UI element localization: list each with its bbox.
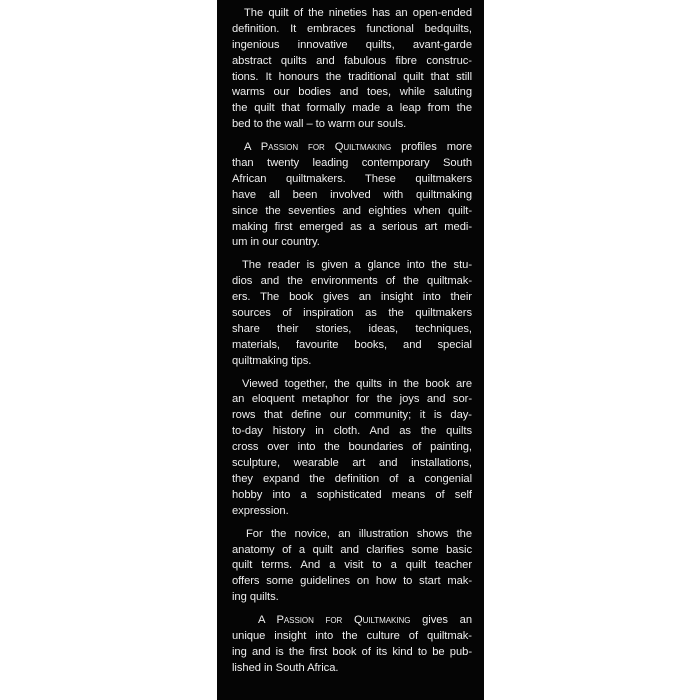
text-line: Viewed together, the quilts in the book are [242, 377, 472, 390]
text-line: since the seventies and eighties when quilt- [232, 204, 472, 217]
paragraph-3 [232, 258, 472, 369]
text-line: anatomy of a quilt and clarifies some basic [232, 543, 472, 556]
paragraph-1 [232, 6, 472, 133]
text-line: offers some guidelines on how to start mak- [232, 575, 472, 588]
book-title: A Passion for Quiltmaking [258, 614, 411, 627]
text-line: than twenty leading contemporary South [232, 157, 472, 170]
text-line: hobby into a sophisticated means of self [232, 488, 472, 501]
paragraph-2 [232, 140, 472, 251]
blurb-text [232, 6, 472, 677]
text-line: ing quilts. [232, 591, 279, 604]
text-line: an eloquent metaphor for the joys and sor- [232, 393, 472, 406]
text-line: definition. It embraces functional bedquilts, [232, 22, 472, 35]
text-line: share their stories, ideas, techniques, [232, 322, 472, 335]
paragraph-6 [232, 613, 472, 677]
text-line: tions. It honours the traditional quilt that still [232, 70, 472, 83]
text-line: bed to the wall – to warm our souls. [232, 118, 407, 131]
text-line: they expand the definition of a congenial [232, 472, 472, 485]
text-line: sources of inspiration as the quiltmakers [232, 307, 472, 320]
text-line: quilt terms. And a visit to a quilt teacher [232, 559, 472, 572]
text-line: rows that define our community; it is day- [232, 409, 472, 422]
text-line: sculpture, wearable art and installations, [232, 457, 472, 470]
text-line: ing and is the first book of its kind to be pub- [232, 645, 472, 658]
text-line: abstract quilts and fabulous fibre construc- [232, 54, 472, 67]
text-line: expression. [232, 504, 289, 517]
text-line: The reader is given a glance into the stu- [242, 259, 472, 272]
text-line: unique insight into the culture of quiltmak- [232, 629, 472, 642]
text-line: quiltmaking tips. [232, 354, 312, 367]
text-line: A Passion for Quiltmaking gives an [258, 614, 472, 627]
text-line: lished in South Africa. [232, 661, 339, 674]
text-line: the quilt that formally made a leap from the [232, 102, 472, 115]
text-line: ers. The book gives an insight into their [232, 291, 472, 304]
text-line: um in our country. [232, 236, 320, 249]
text-line: The quilt of the nineties has an open-ended [244, 7, 472, 19]
text-line: dios and the environments of the quiltmak- [232, 275, 472, 288]
paragraph-4 [232, 377, 472, 520]
text-line: to-day history in cloth. And as the quilts [232, 425, 472, 438]
text-line: have all been involved with quiltmaking [232, 188, 472, 201]
text-line: For the novice, an illustration shows the [246, 527, 472, 540]
text-line: materials, favourite books, and special [232, 338, 472, 351]
text-line: warms our bodies and toes, while saluting [232, 86, 472, 99]
book-title: A Passion for Quiltmaking [244, 141, 392, 154]
text-line: A Passion for Quiltmaking profiles more [244, 141, 472, 154]
text-line: cross over into the boundaries of painting, [232, 441, 472, 454]
text-line: ingenious innovative quilts, avant-garde [232, 38, 472, 51]
paragraph-5 [232, 527, 472, 606]
text-line: African quiltmakers. These quiltmakers [232, 172, 472, 185]
text-line: making first emerged as a serious art medi- [232, 220, 472, 233]
